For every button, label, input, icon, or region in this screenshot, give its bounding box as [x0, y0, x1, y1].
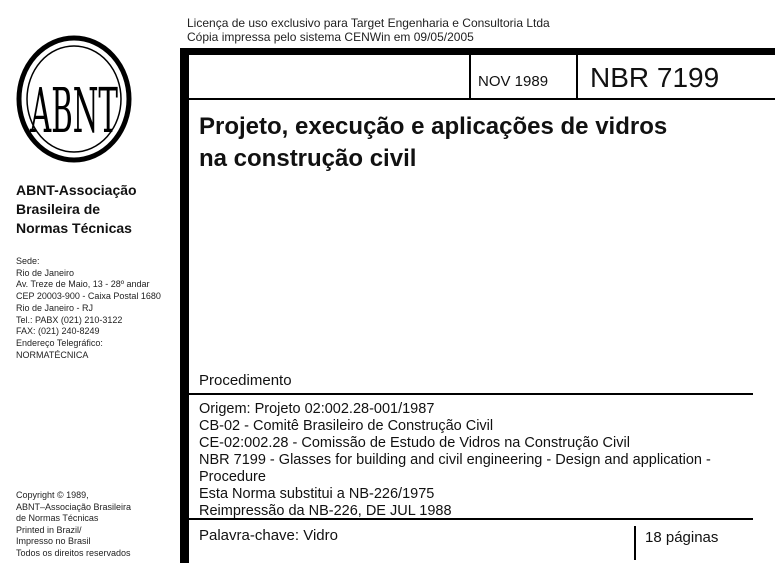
- frame-top-bar: [180, 48, 775, 55]
- origin-line: CB-02 - Comitê Brasileiro de Construção Civil: [199, 418, 494, 434]
- address-line: Tel.: PABX (021) 210-3122: [16, 314, 123, 325]
- license-line-1: Licença de uso exclusivo para Target Engenharia e Consultoria Ltda: [187, 16, 550, 30]
- organization-name: [16, 181, 176, 238]
- address-line: Rio de Janeiro: [16, 267, 75, 278]
- header-divider-left: [469, 55, 471, 99]
- header-divider-right: [576, 55, 578, 99]
- copyright-line: ABNT–Associação Brasileira: [16, 501, 132, 512]
- header-rule: [189, 98, 775, 100]
- logo-text: ABNT: [29, 74, 118, 147]
- address-line: Av. Treze de Maio, 13 - 28º andar: [16, 279, 150, 290]
- page-count: 18 páginas: [645, 529, 719, 546]
- copyright-line: Todos os direitos reservados: [16, 547, 131, 558]
- document-type: Procedimento: [199, 372, 292, 389]
- origin-line: Origem: Projeto 02:002.28-001/1987: [199, 401, 435, 417]
- copyright-line: de Normas Técnicas: [16, 513, 99, 523]
- address-line: Endereço Telegráfico:: [16, 337, 103, 348]
- title-line-1: Projeto, execução e aplicações de vidros: [199, 113, 668, 140]
- copyright-line: Printed in Brazil/: [16, 524, 82, 535]
- org-name-line-3: Normas Técnicas: [16, 220, 132, 236]
- title-line-2: na construção civil: [199, 145, 417, 172]
- address-line: Rio de Janeiro - RJ: [16, 302, 94, 313]
- address-line: Sede:: [16, 256, 40, 266]
- license-line-2: Cópia impressa pelo sistema CENWin em 09/05/2005: [187, 30, 474, 44]
- address-block: [16, 256, 186, 361]
- address-line: NORMATÉCNICA: [16, 349, 89, 360]
- copyright-block: [16, 490, 186, 559]
- footer-divider: [634, 526, 636, 560]
- origin-line: NBR 7199 - Glasses for building and civil engineering - Design and application -: [199, 452, 711, 468]
- abnt-logo: [14, 34, 134, 164]
- origin-line: CE-02:002.28 - Comissão de Estudo de Vidros na Construção Civil: [199, 435, 630, 451]
- keywords: Palavra-chave: Vidro: [199, 527, 338, 544]
- abnt-logo-mark: [14, 34, 134, 164]
- org-name-line-2: Brasileira de: [16, 201, 101, 217]
- origin-line: Procedure: [199, 469, 266, 485]
- origin-block: [199, 401, 759, 520]
- license-notice: [187, 16, 550, 44]
- copyright-line: Impresso no Brasil: [16, 536, 91, 546]
- address-line: CEP 20003-900 - Caixa Postal 1680: [16, 291, 161, 302]
- document-title: [199, 111, 759, 175]
- origin-line: Reimpressão da NB-226, DE JUL 1988: [199, 503, 452, 519]
- doc-type-rule: [189, 393, 753, 395]
- origin-line: Esta Norma substitui a NB-226/1975: [199, 486, 435, 502]
- standard-code: NBR 7199: [590, 62, 720, 93]
- copyright-line: Copyright © 1989,: [16, 490, 89, 500]
- address-line: FAX: (021) 240-8249: [16, 326, 100, 337]
- org-name-line-1: ABNT-Associação: [16, 182, 137, 198]
- publication-date: NOV 1989: [478, 73, 549, 90]
- frame-left-bar: [180, 48, 189, 563]
